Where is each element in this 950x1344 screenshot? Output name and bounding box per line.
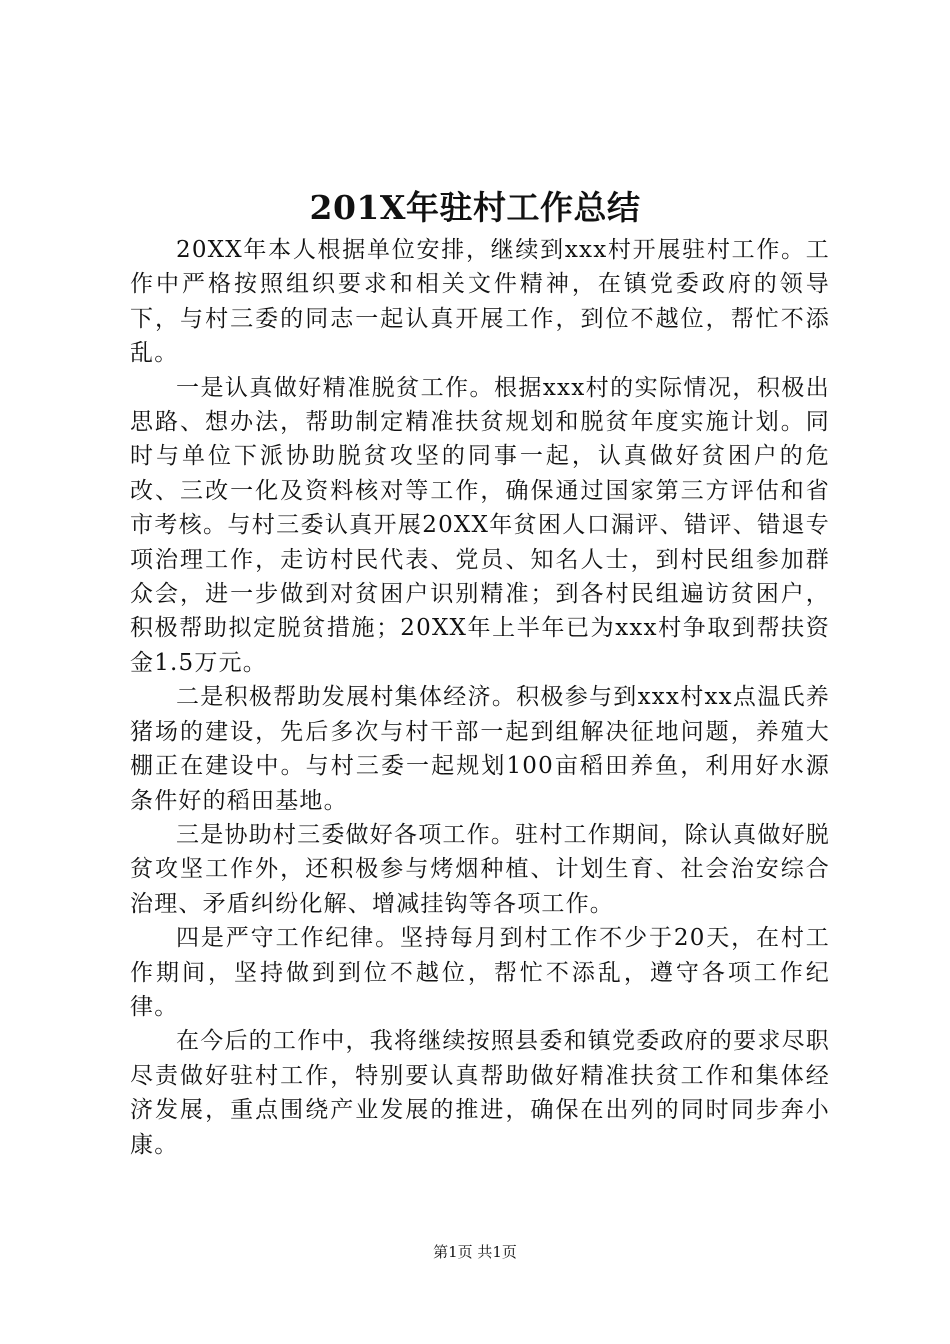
paragraph-intro: 20XX年本人根据单位安排，继续到xxx村开展驻村工作。工作中严格按照组织要求和相关文件精神，在镇党委政府的领导下，与村三委的同志一起认真开展工作，到位不越位，帮忙不添乱。 bbox=[130, 237, 830, 367]
paragraph-poverty-alleviation: 一是认真做好精准脱贫工作。根据xxx村的实际情况，积极出思路、想办法，帮助制定精准扶贫规划和脱贫年度实施计划。同时与单位下派协助脱贫攻坚的同事一起，认真做好贫困户的危改、三改一化及资料核对等工作，确保通过国家第三方评估和省市考核。与村三委认真开展20XX年贫困人口漏评、错评、错退专项治理工作，走访村民代表、党员、知名人士，到村民组参加群众会，进一步做到对贫困户识别精准；到各村民组遍访贫困户，积极帮助拟定脱贫措施；20XX年上半年已为xxx村争取到帮扶资金1.5万元。 bbox=[130, 374, 830, 676]
document-title: 201X年驻村工作总结 bbox=[309, 188, 641, 227]
document-body bbox=[130, 233, 830, 1162]
paragraph-work-discipline: 四是严守工作纪律。坚持每月到村工作不少于20天，在村工作期间，坚持做到到位不越位，帮忙不添乱，遵守各项工作纪律。 bbox=[130, 925, 830, 1020]
paragraph-assist-village-committee: 三是协助村三委做好各项工作。驻村工作期间，除认真做好脱贫攻坚工作外，还积极参与烤烟种植、计划生育、社会治安综合治理、矛盾纠纷化解、增减挂钩等各项工作。 bbox=[130, 821, 830, 917]
paragraph-future-work: 在今后的工作中，我将继续按照县委和镇党委政府的要求尽职尽责做好驻村工作，特别要认真帮助做好精准扶贫工作和集体经济发展，重点围绕产业发展的推进，确保在出列的同时同步奔小康。 bbox=[130, 1028, 830, 1158]
page-number-footer: 第1页 共1页 bbox=[433, 1243, 517, 1261]
paragraph-collective-economy: 二是积极帮助发展村集体经济。积极参与到xxx村xx点温氏养猪场的建设，先后多次与村干部一起到组解决征地问题，养殖大棚正在建设中。与村三委一起规划100亩稻田养鱼，利用好水源条件好的稻田基地。 bbox=[130, 684, 830, 814]
